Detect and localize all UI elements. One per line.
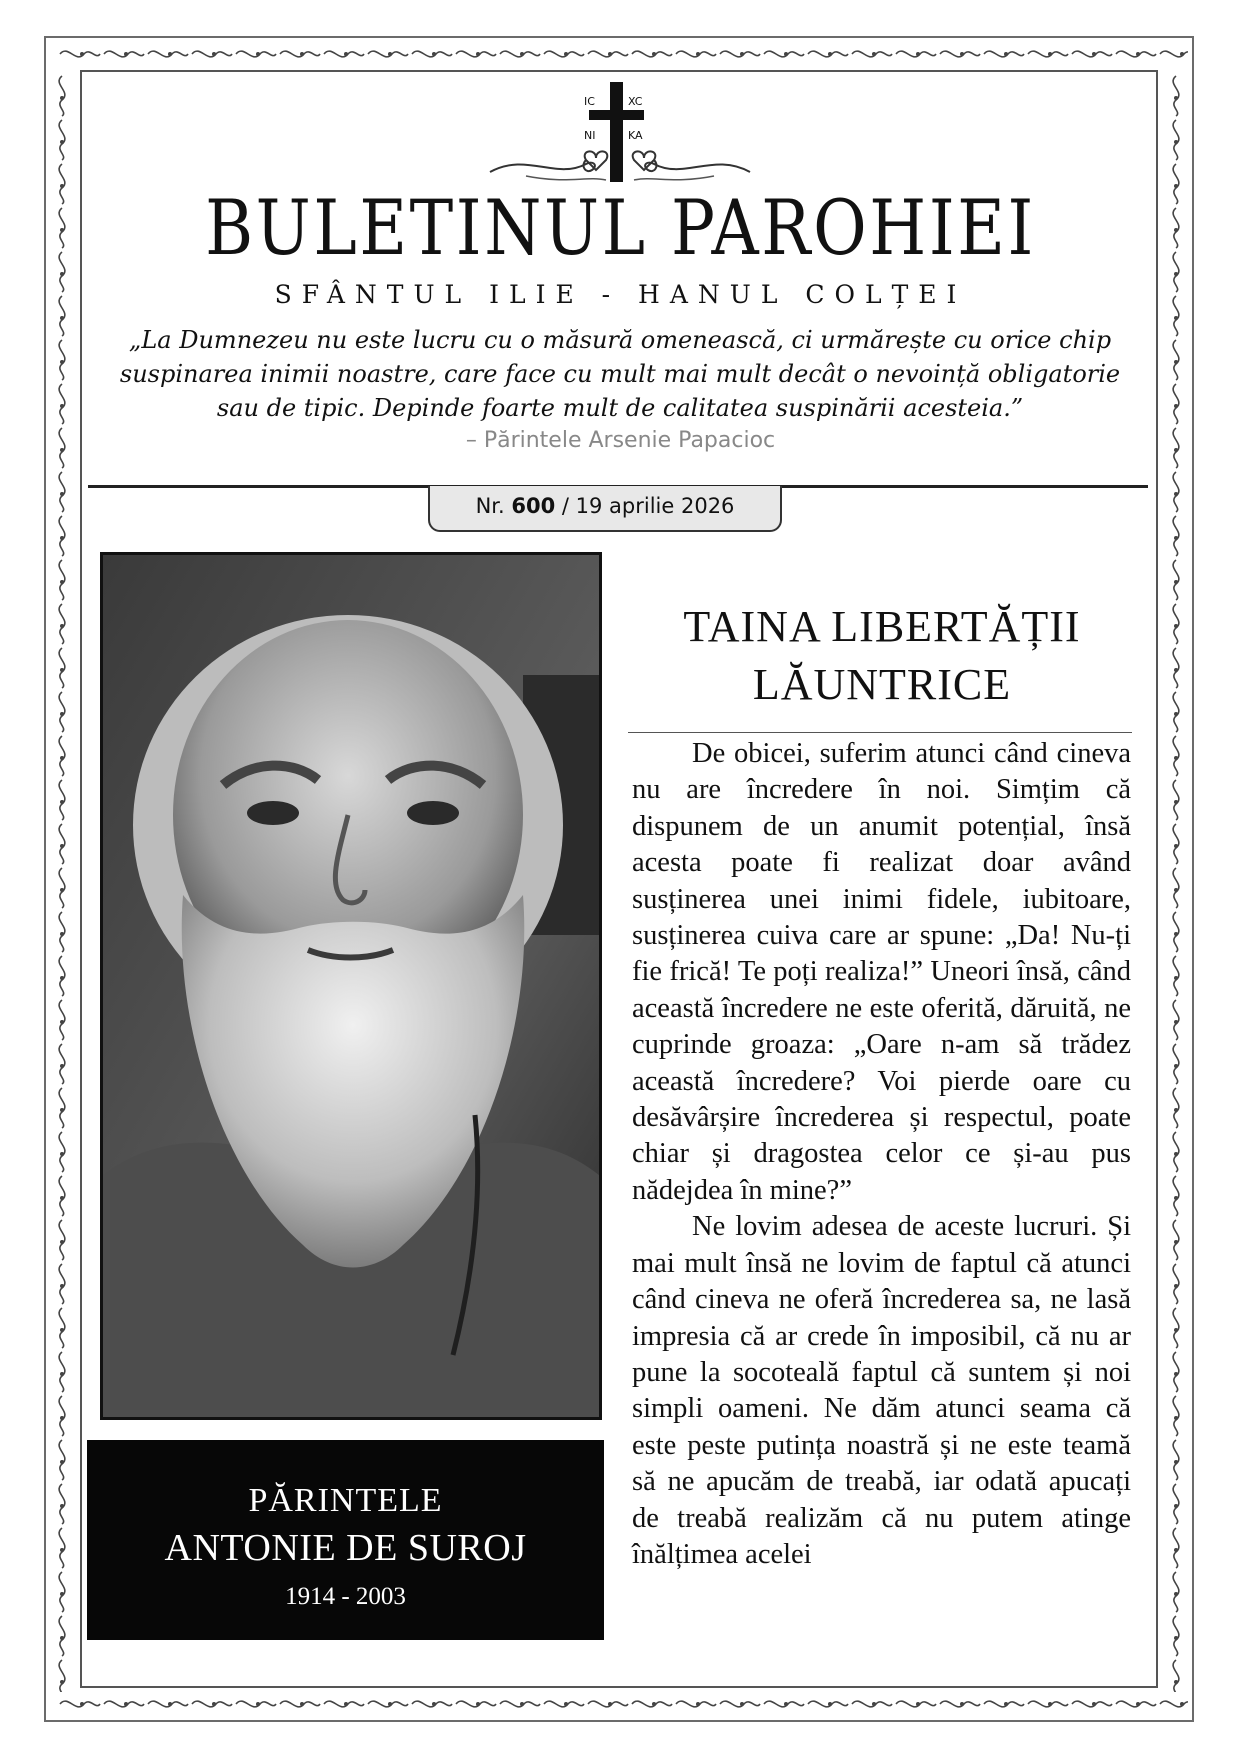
logo-letters-ka: KA — [628, 129, 643, 142]
logo-letters-ni: NI — [584, 129, 596, 142]
border-ornament-top — [50, 42, 1188, 66]
portrait-image — [103, 555, 599, 1417]
bulletin-title: BULETINUL PAROHIEI — [205, 183, 1036, 272]
article-title-divider — [628, 732, 1132, 733]
logo-letters-ic: IC — [584, 95, 595, 108]
epigraph-quote: „La Dumnezeu nu este lucru cu o măsură omenească, ci urmărește cu orice chip suspinarea inimii noastre, care face cu mult mai mult decât o nevoință obligatorie sau de tipic. Depinde foarte mult de calitatea suspinării acesteia.” — [119, 326, 1121, 422]
caption-title: PĂRINTELE — [248, 1482, 443, 1519]
orthodox-cross-icon — [486, 80, 754, 190]
issue-prefix: Nr. — [475, 494, 505, 518]
border-ornament-right — [1164, 66, 1188, 1692]
caption-name: ANTONIE DE SUROJ — [164, 1527, 527, 1569]
article-title-line1: TAINA LIBERTĂȚII — [683, 602, 1081, 651]
issue-date: / 19 aprilie 2026 — [561, 494, 735, 518]
logo-letters-xc: XC — [628, 95, 643, 108]
portrait-photo — [100, 552, 602, 1420]
portrait-caption — [87, 1440, 604, 1640]
article-body — [632, 736, 1131, 1573]
caption-years: 1914 - 2003 — [285, 1583, 406, 1610]
article-title — [632, 598, 1132, 714]
article-paragraph: Ne lovim adesea de aceste lucruri. Și mai mult însă ne lovim de faptul că atunci când cineva ne oferă încrederea sa, ne lasă impresia că ar crede în imposibil, că nu ar pune la socoteală faptul că suntem și noi simpli oameni. Ne dăm atunci seama că este peste putința noastră și ne este teamă să ne apucăm de treabă, iar odată apucați de treabă realizăm că nu putem atinge înălțimea acelei — [632, 1211, 1131, 1570]
article-paragraph: De obicei, suferim atunci când cineva nu are încredere în noi. Simțim că dispunem de un anumit potențial, însă acesta poate fi realizat doar având susținerea unei inimi fidele, iubitoare, susținerea cuiva care ar spune: „Da! Nu-ți fie frică! Te poți realiza!” Uneori însă, când această încredere ne este oferită, dăruită, ne cuprinde groaza: „Oare n-am să trădez această încredere? Voi pierde oare cu desăvârșire încrederea și respectul, poate chiar și dragostea celor ce și-au pus nădejdea în mine?” — [632, 738, 1131, 1206]
issue-number: 600 — [511, 494, 556, 518]
article-title-line2: LĂUNTRICE — [752, 660, 1012, 709]
cross-logo — [486, 80, 754, 190]
issue-tab — [428, 486, 782, 532]
epigraph-author: – Părintele Arsenie Papacioc — [465, 428, 776, 453]
parish-subtitle: SFÂNTUL ILIE - HANUL COLȚEI — [274, 280, 967, 309]
border-ornament-bottom — [50, 1692, 1188, 1716]
border-ornament-left — [50, 66, 74, 1692]
